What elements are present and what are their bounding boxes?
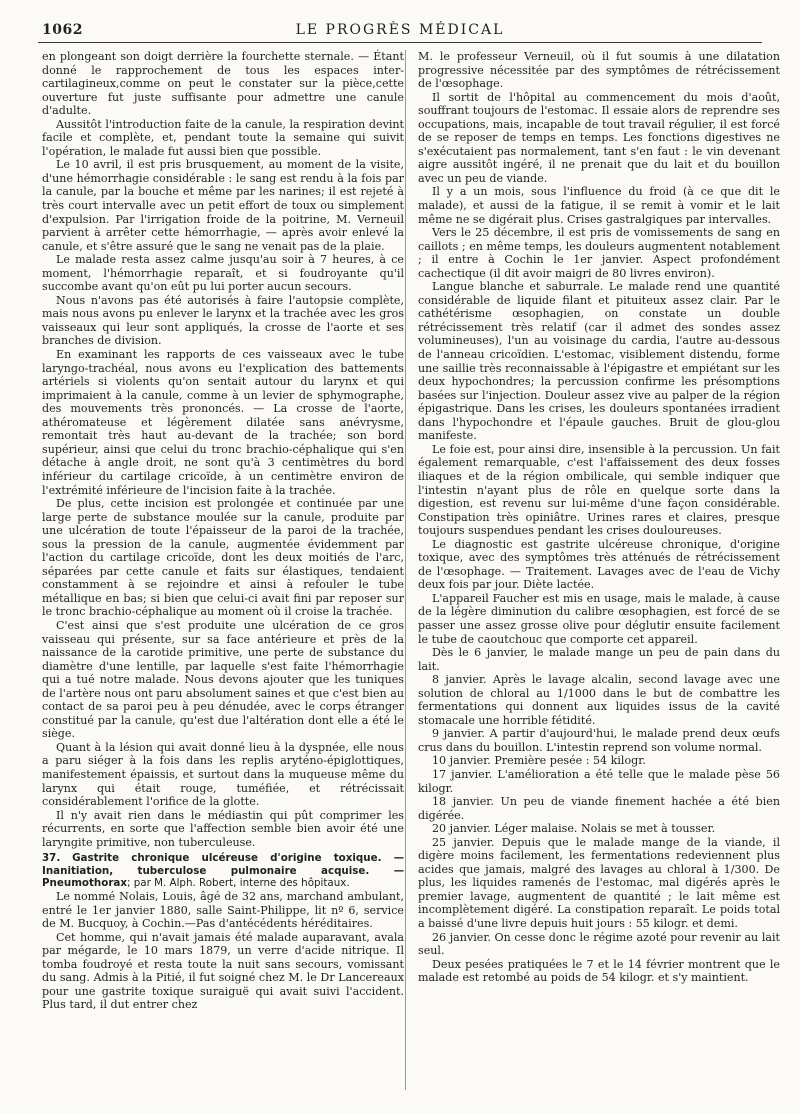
case-number: 37. <box>42 852 61 865</box>
column-separator <box>405 50 406 1090</box>
case-heading <box>42 852 404 890</box>
paragraph: Le foie est, pour ainsi dire, insensible à la percussion. Un fait également remarquable, c'est l'affaissement des deux fosses iliaques et de la région ombilicale, qui semble indiquer que l'intestin n'ayant plus de rôle en quelque sorte dans la digestion, est revenu sur lui-même d'une façon considérable. Constipation très opiniâtre. Urines rares et claires, presque toujours suspendues pendant les crises douloureuses. <box>418 442 780 538</box>
paragraph: Il sortit de l'hôpital au commencement du mois d'août, souffrant toujours de l'estomac. Il essaie alors de reprendre ses occupations, mais, incapable de tout travail régulier, il est forcé de se reposer de temps en temps. Les fonctions digestives ne s'exécutaient pas normalement, tant s'en faut : le vin devenant aigre aussitôt ingéré, il ne prenait que du lait et du bouillon avec un peu de viande. <box>418 90 780 185</box>
paragraph: Il n'y avait rien dans le médiastin qui pût comprimer les récurrents, en sorte que l'affection semble bien avoir été une laryngite primitive, non tuberculeuse. <box>42 808 404 849</box>
paragraph: L'appareil Faucher est mis en usage, mais le malade, à cause de la légère diminution du calibre œsophagien, est forcé de se passer une assez grosse olive pour déglutir ensuite facilement le tube de caoutchouc que comporte cet appareil. <box>418 591 780 646</box>
page-header <box>38 20 762 42</box>
paragraph: Le diagnostic est gastrite ulcéreuse chronique, d'origine toxique, avec des symptômes très atténués de rétrécissement de l'œsophage. — Traitement. Lavages avec de l'eau de Vichy deux fois par jour. Diète lactée. <box>418 537 780 592</box>
paragraph: Le nommé Nolais, Louis, âgé de 32 ans, marchand ambulant, entré le 1er janvier 1880, salle Saint-Philippe, lit nº 6, service de M. Bucquoy, à Cochin.—Pas d'antécédents héréditaires. <box>42 890 404 931</box>
paragraph: 26 janvier. On cesse donc le régime azoté pour revenir au lait seul. <box>418 930 780 958</box>
paragraph: Deux pesées pratiquées le 7 et le 14 février montrent que le malade est retombé au poids de 54 kilogr. et s'y maintient. <box>418 957 780 985</box>
page-number: 1062 <box>42 22 83 38</box>
paragraph: Quant à la lésion qui avait donné lieu à la dyspnée, elle nous a paru siéger à la fois dans les replis aryténo-épiglottiques, manifestement épaissis, et surtout dans la muqueuse même du larynx qui était rouge, tuméfiée, et rétrécissait considérablement l'orifice de la glotte. <box>42 740 404 809</box>
paragraph: Aussitôt l'introduction faite de la canule, la respiration devint facile et complète, et, pendant toute la semaine qui suivit l'opération, le malade fut aussi bien que possible. <box>42 117 404 158</box>
case-byline: ; par M. Alph. Robert, interne des hôpitaux. <box>127 877 350 890</box>
paragraph: Le malade resta assez calme jusqu'au soir à 7 heures, à ce moment, l'hémorrhagie reparaît, et si foudroyante qu'il succombe avant qu'on eût pu lui porter aucun secours. <box>42 253 404 294</box>
paragraph: 10 janvier. Première pesée : 54 kilogr. <box>432 754 646 768</box>
paragraph: Dès le 6 janvier, le malade mange un peu de pain dans du lait. <box>418 646 780 673</box>
case-title: Gastrite chronique ulcéreuse d'origine toxique. — Inanitiation, tuberculose pulmonaire acquise. — Pneumothorax <box>42 852 404 890</box>
paragraph: En examinant les rapports de ces vaisseaux avec le tube laryngo-trachéal, nous avons eu l'explication des battements artériels si violents qu'on sentait autour du larynx et qui imprimaient à la canule, comme à un levier de sphymographe, des mouvements très prononcés. — La crosse de l'aorte, athéromateuse et légèrement dilatée sans anévrysme, remontait très haut au-devant de la trachée; son bord supérieur, ainsi que celui du tronc brachio-céphalique qui s'en détache à angle droit, ne sont qu'à 3 centimètres du bord inférieur du cartilage cricoïde, à un centimètre environ de l'extrémité inférieure de l'incision faite à la trachée. <box>42 348 404 497</box>
left-column <box>42 50 404 1012</box>
paragraph: Le 10 avril, il est pris brusquement, au moment de la visite, d'une hémorrhagie considérable : le sang est rendu à la fois par la canule, par la bouche et même par les narines; il est rejeté à très court intervalle avec un petit effort de toux ou simplement d'expulsion. Par l'irrigation froide de la poitrine, M. Verneuil parvient à arrêter cette hémorrhagie, — après avoir enlevé la canule, et s'être assuré que le sang ne venait pas de la plaie. <box>42 158 404 253</box>
right-column <box>418 50 780 985</box>
paragraph: en plongeant son doigt derrière la fourchette sternale. — Étant donné le rapprochement de tous les espaces inter-cartilagineux,comme on peut le constater sur la pièce,cette ouverture fut juste suffisante pour admettre une canule d'adulte. <box>42 50 404 118</box>
paragraph: 17 janvier. L'amélioration a été telle que le malade pèse 56 kilogr. <box>418 767 780 795</box>
paragraph: 9 janvier. A partir d'aujourd'hui, le malade prend deux œufs crus dans du bouillon. L'intestin reprend son volume normal. <box>418 727 780 754</box>
paragraph: Il y a un mois, sous l'influence du froid (à ce que dit le malade), et aussi de la fatigue, il se remit à vomir et le lait même ne se digérait plus. Crises gastralgiques par intervalles. <box>418 185 780 226</box>
paragraph: 20 janvier. Léger malaise. Nolais se met à tousser. <box>432 822 716 836</box>
paragraph: 18 janvier. Un peu de viande finement hachée a été bien digérée. <box>418 795 780 822</box>
paragraph: De plus, cette incision est prolongée et continuée par une large perte de substance moulée sur la canule, produite par une ulcération de toute l'épaisseur de la paroi de la trachée, sous la pression de la canule, augmentée évidemment par l'action du cartilage cricoïde, dont les deux moitiés de l'arc, séparées par cette canule et faits sur élastiques, tendaient constamment à se rejoindre et ainsi à refouler le tube métallique en bas; si bien que celui-ci avait fini par reposer sur le tronc brachio-céphalique au moment où il croise la trachée. <box>42 497 404 619</box>
paragraph: Cet homme, qui n'avait jamais été malade auparavant, avala par mégarde, le 10 mars 1879, un verre d'acide nitrique. Il tomba foudroyé et resta toute la nuit sans secours, vomissant du sang. Admis à la Pitié, il fut soigné chez M. le Dr Lancereaux pour une gastrite toxique suraiguë qui avait suivi l'accident. Plus tard, il dut entrer chez <box>42 930 404 1012</box>
paragraph: Nous n'avons pas été autorisés à faire l'autopsie complète, mais nous avons pu enlever le larynx et la trachée avec les gros vaisseaux qui leur sont appliqués, la crosse de l'aorte et ses branches de division. <box>42 293 404 348</box>
header-rule <box>38 42 762 43</box>
paragraph: 25 janvier. Depuis que le malade mange de la viande, il digère moins facilement, les fermentations redeviennent plus acides que jamais, malgré des lavages au chloral à 1/300. De plus, les liquides ramenés de l'estomac, mal digérés après le premier lavage, augmentent de quantité ; le lait même est incomplètement digéré. La constipation reparaît. Le poids total a baissé d'une livre depuis huit jours : 55 kilogr. et demi. <box>418 835 780 930</box>
paragraph: Vers le 25 décembre, il est pris de vomissements de sang en caillots ; en même temps, les douleurs augmentent notablement ; il entre à Cochin le 1er janvier. Aspect profondément cachectique (il dit avoir maigri de 80 livres environ). <box>418 226 780 280</box>
paragraph: 8 janvier. Après le lavage alcalin, second lavage avec une solution de chloral au 1/1000 dans le but de combattre les fermentations qui donnent aux liquides issus de la cavité stomacale une horrible fétidité. <box>418 673 780 727</box>
paragraph: Langue blanche et saburrale. Le malade rend une quantité considérable de liquide filant et pituiteux assez clair. Par le cathétérisme œsophagien, on constate un double rétrécissement très relatif (car il admet des sondes assez volumineuses), l'un au voisinage du cardia, l'autre au-dessous de l'anneau cricoïdien. L'estomac, visiblement distendu, forme une saillie très reconnaissable à l'épigastre et empiétant sur les deux hypochondres; la percussion confirme les présomptions basées sur l'injection. Douleur assez vive au palper de la région épigastrique. Dans les crises, les douleurs spontanées irradient dans l'hypochondre et l'épaule gauches. Bruit de glou-glou manifeste. <box>418 280 780 443</box>
journal-title: LE PROGRÈS MÉDICAL <box>295 22 505 38</box>
paragraph: M. le professeur Verneuil, où il fut soumis à une dilatation progressive nécessitée par des symptômes de rétrécissement de l'œsophage. <box>418 50 780 91</box>
paragraph: C'est ainsi que s'est produite une ulcération de ce gros vaisseau qui présente, sur sa face antérieure et près de la naissance de la carotide primitive, une perte de substance du diamètre d'une lentille, par laquelle s'est faite l'hémorrhagie qui a tué notre malade. Nous devons ajouter que les tuniques de l'artère nous ont paru absolument saines et que c'est bien au contact de sa paroi peu à peu dénudée, avec le corps étranger constitué par la canule, qu'est due l'altération dont elle a été le siège. <box>42 618 404 741</box>
